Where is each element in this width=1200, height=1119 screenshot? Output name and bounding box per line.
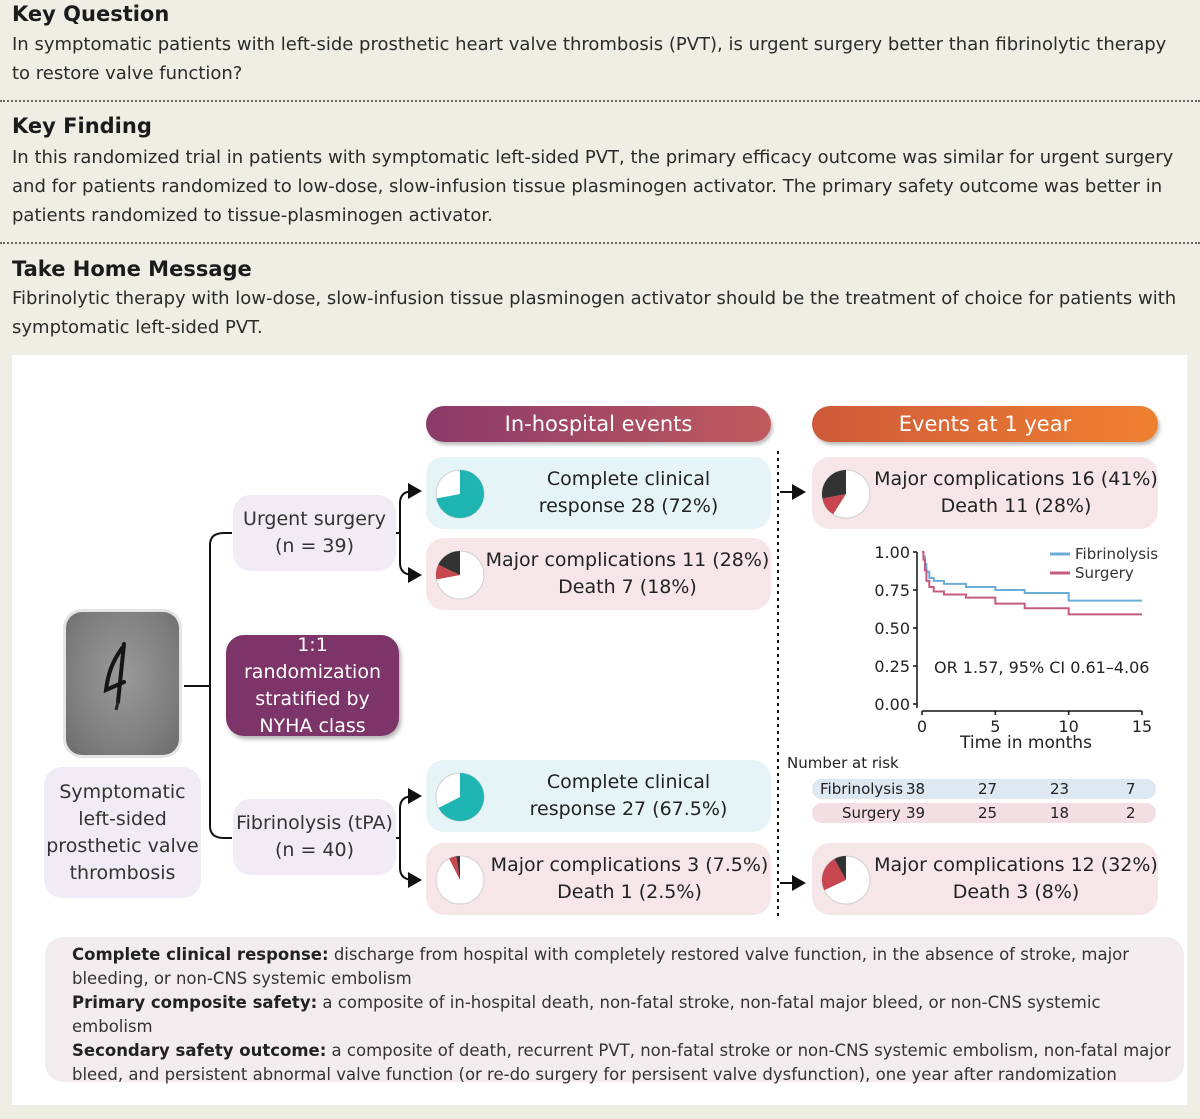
risk-value: 39 [906,804,926,822]
surgery-death-line: Death 7 (18%) [558,576,697,598]
definition-primary [72,991,1172,1039]
divider [0,100,1200,102]
y-tick-label: 0.25 [874,657,910,676]
risk-value: 23 [1050,780,1070,798]
definition-term: Secondary safety outcome: [72,1041,327,1060]
patient-label-line: Symptomatic [59,780,186,803]
fib-complications-pie [434,854,486,906]
definitions-legend [45,937,1184,1082]
y-tick-label: 0.00 [874,695,910,714]
fib-1yr-death-line: Death 3 (8%) [952,881,1080,903]
risk-row-fibrinolysis [812,779,1156,799]
x-tick-label: 15 [1131,717,1153,736]
randomization-box [226,635,399,736]
pie-slice-death [822,470,846,498]
definition-text: discharge from hospital with completely restored valve function, in the absence of stroke, major bleeding, or non-CNS systemic embolism [72,945,1130,988]
definition-text: a composite of in-hospital death, non-fatal stroke, non-fatal major bleed, or non-CNS systemic embolism [72,993,1101,1036]
randomization-line: 1:1 randomization [244,633,381,683]
surgery-complications-pie [434,549,486,601]
surgery-arm-count: (n = 39) [274,535,355,557]
fib-complications-box [426,843,771,915]
fib-response-pie [434,771,486,823]
x-axis-label: Time in months [960,733,1092,753]
fib-response-box [426,760,771,832]
in-hospital-events-header: In-hospital events [426,406,771,442]
patient-label-line: left-sided [78,807,167,830]
risk-value: 7 [1126,780,1136,798]
key-question-text: In symptomatic patients with left-side prosthetic heart valve thrombosis (PVT), is urgent surgery better than fibrinolytic therapy to restore valve function? [12,34,1167,84]
legend-label: Fibrinolysis [1075,545,1159,563]
definition-text: a composite of death, recurrent PVT, non-fatal stroke or non-CNS systemic embolism, non-fatal major bleed, and persistent abnormal valve function (or re-do surgery for persisent valve dysfunction), one year after randomization [72,1041,1171,1084]
y-tick-label: 0.75 [874,581,910,600]
fib-complications-line: Major complications 3 (7.5%) [490,854,769,876]
graphical-abstract-panel [12,355,1187,1105]
risk-row-label: Fibrinolysis [820,780,904,798]
patient-population-box [44,767,201,898]
fib-death-line: Death 1 (2.5%) [557,881,702,903]
take-home-heading: Take Home Message [12,257,252,281]
risk-value: 18 [1050,804,1070,822]
randomization-line: stratified by [255,687,370,710]
y-tick-label: 1.00 [874,543,910,562]
x-tick-label: 10 [1058,717,1079,736]
risk-row-label: Surgery [842,804,901,822]
fibrinolysis-bracket [400,796,414,880]
fib-1yr-pie [820,854,872,906]
randomization-line: NYHA class [259,714,366,737]
fibrinolysis-arm-label: Fibrinolysis (tPA) [236,812,393,834]
surgery-1yr-complications-line: Major complications 16 (41%) [874,468,1158,490]
randomization-bracket [210,533,224,838]
events-1-year-header: Events at 1 year [812,406,1158,442]
y-tick-label: 0.50 [874,619,910,638]
divider [0,242,1200,244]
fibrinolysis-arm-count: (n = 40) [274,839,355,861]
surgery-complications-box [426,538,771,610]
surgery-arm-box [233,495,396,571]
fib-response-line: response 27 (67.5%) [529,798,728,820]
surgery-1yr-pie [820,468,872,520]
patient-label-line: thrombosis [69,861,176,884]
surgery-1yr-death-line: Death 11 (28%) [940,495,1092,517]
valve-fluoroscopy-image [66,612,179,755]
patient-label-line: prosthetic valve [46,834,199,857]
fibrinolysis-arm-box [233,799,396,875]
surgery-response-line: response 28 (72%) [538,495,719,517]
key-finding-text: In this randomized trial in patients with symptomatic left-sided PVT, the primary efficacy outcome was similar for urgent surgery and for patients randomized to low-dose, slow-infusion tissue plasminogen activator. The primary safety outcome was better in patients randomized to tissue-plasminogen activator. [12,147,1174,226]
risk-row-surgery [812,803,1156,823]
fib-1yr-box [812,843,1158,915]
surgery-response-line: Complete clinical [546,468,711,490]
event-free-survival-chart [832,540,1167,745]
prosthetic-valve-icon [66,612,179,755]
definition-response [72,943,1172,991]
fib-1yr-complications-line: Major complications 12 (32%) [874,854,1158,876]
risk-value: 2 [1126,804,1136,822]
key-finding-heading: Key Finding [12,114,152,138]
x-tick-label: 5 [990,717,1001,736]
surgery-bracket [400,491,414,575]
risk-value: 25 [978,804,998,822]
key-question-heading: Key Question [12,2,170,26]
legend-label: Surgery [1075,564,1134,582]
surgery-response-pie [434,468,486,520]
risk-value: 27 [978,780,998,798]
definition-secondary [72,1039,1172,1087]
fib-response-line: Complete clinical [546,771,711,793]
surgery-response-box [426,457,771,529]
definition-term: Primary composite safety: [72,993,318,1012]
surgery-1yr-box [812,457,1158,529]
take-home-text: Fibrinolytic therapy with low-dose, slow-infusion tissue plasminogen activator should be the treatment of choice for patients with symptomatic left-sided PVT. [12,288,1177,338]
risk-table-title: Number at risk [787,754,899,772]
risk-value: 38 [906,780,926,798]
odds-ratio-annotation: OR 1.57, 95% CI 0.61–4.06 [934,658,1150,677]
surgery-arm-label: Urgent surgery [243,508,386,530]
definition-term: Complete clinical response: [72,945,329,964]
x-tick-label: 0 [916,717,928,736]
surgery-complications-line: Major complications 11 (28%) [485,549,770,571]
